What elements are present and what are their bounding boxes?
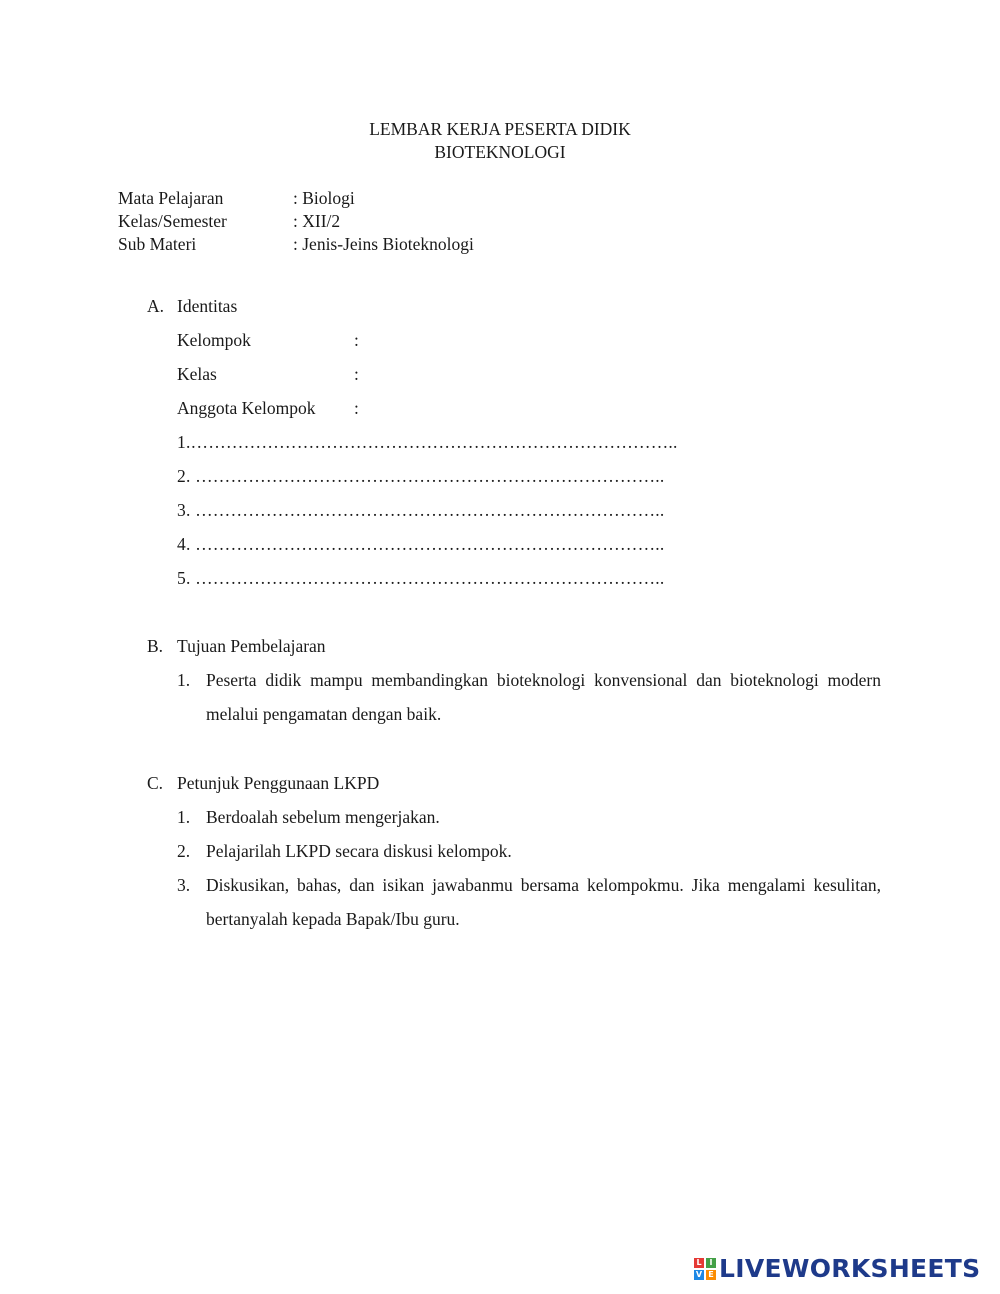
section-a-title: Identitas xyxy=(177,296,238,316)
field-colon: : xyxy=(354,330,359,350)
field-kelompok xyxy=(177,329,359,352)
member-line-4[interactable]: 4. …………………………………………………………………….. xyxy=(177,534,665,554)
field-label: Anggota Kelompok xyxy=(177,398,316,418)
list-item: Peserta didik mampu membandingkan bioteknologi konvensional dan bioteknologi modern melalui pengamatan dengan baik. xyxy=(206,670,881,724)
meta-value: : Jenis-Jeins Bioteknologi xyxy=(293,234,474,254)
page-title: LEMBAR KERJA PESERTA DIDIK xyxy=(369,119,631,139)
list-number: 1. xyxy=(177,807,191,827)
field-label: Kelompok xyxy=(177,330,251,350)
logo-block: I xyxy=(706,1258,716,1268)
section-a-letter: A. xyxy=(147,296,165,316)
list-number: 1. xyxy=(177,670,191,690)
list-number: 3. xyxy=(177,875,191,895)
logo-block: E xyxy=(706,1270,716,1280)
meta-value: : XII/2 xyxy=(293,211,341,231)
section-b-letter: B. xyxy=(147,636,164,656)
section-c-title: Petunjuk Penggunaan LKPD xyxy=(177,773,380,793)
list-item: Berdoalah sebelum mengerjakan. xyxy=(206,807,440,827)
field-label: Kelas xyxy=(177,364,217,384)
logo-block: V xyxy=(695,1270,703,1279)
meta-label: Mata Pelajaran xyxy=(118,188,224,208)
field-anggota-kelompok xyxy=(177,397,359,420)
meta-label: Kelas/Semester xyxy=(118,211,227,231)
logo-block: L xyxy=(694,1258,704,1268)
member-line-2[interactable]: 2. …………………………………………………………………….. xyxy=(177,466,665,486)
field-colon: : xyxy=(354,364,359,384)
section-c-letter: C. xyxy=(147,773,164,793)
member-line-1[interactable]: 1.……………………………………………………………………….. xyxy=(177,432,678,452)
member-line-3[interactable]: 3. …………………………………………………………………….. xyxy=(177,500,665,520)
list-item: Diskusikan, bahas, dan isikan jawabanmu bersama kelompokmu. Jika mengalami kesulitan, bertanyalah kepada Bapak/Ibu guru. xyxy=(206,875,881,929)
meta-label: Sub Materi xyxy=(118,234,197,254)
logo-text: LIVEWORKSHEETS xyxy=(719,1254,981,1283)
logo-blocks-icon xyxy=(694,1258,716,1280)
list-number: 2. xyxy=(177,841,191,861)
page-subtitle: BIOTEKNOLOGI xyxy=(434,142,566,162)
field-colon: : xyxy=(354,398,359,418)
liveworksheets-logo xyxy=(694,1256,980,1282)
meta-value: : Biologi xyxy=(293,188,355,208)
list-item: Pelajarilah LKPD secara diskusi kelompok. xyxy=(206,841,512,861)
section-b-title: Tujuan Pembelajaran xyxy=(177,636,326,656)
member-line-5[interactable]: 5. …………………………………………………………………….. xyxy=(177,568,665,588)
field-kelas xyxy=(177,363,359,386)
